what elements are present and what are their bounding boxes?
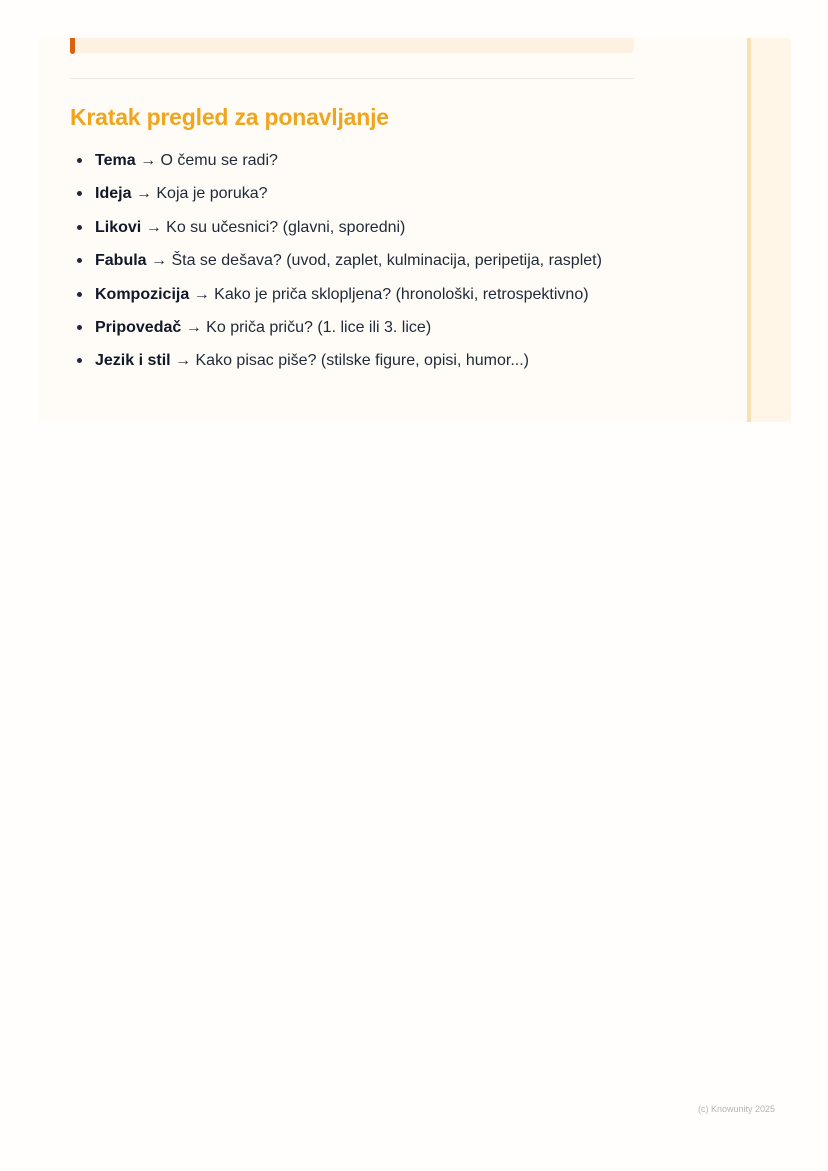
bullet-icon	[77, 358, 82, 363]
section-heading: Kratak pregled za ponavljanje	[70, 104, 389, 130]
review-list	[70, 151, 602, 385]
arrow-icon: →	[193, 285, 210, 303]
bullet-icon	[77, 292, 82, 297]
list-item	[70, 251, 602, 284]
item-text: Šta se dešava? (uvod, zaplet, kulminacija, peripetija, rasplet)	[171, 252, 602, 270]
side-accent-strip	[747, 38, 791, 422]
bullet-icon	[77, 158, 82, 163]
copyright-footer: (c) Knowunity 2025	[697, 1104, 775, 1114]
previous-callout-box	[70, 38, 634, 53]
item-term: Likovi	[95, 218, 142, 236]
list-item	[70, 318, 602, 351]
item-text: Ko priča priču? (1. lice ili 3. lice)	[206, 318, 432, 336]
bullet-icon	[77, 191, 82, 196]
list-item	[70, 285, 602, 318]
list-item	[70, 218, 602, 251]
arrow-icon: →	[185, 318, 202, 336]
item-text: Koja je poruka?	[156, 185, 268, 203]
arrow-icon: →	[140, 152, 157, 169]
arrow-icon: →	[135, 185, 152, 203]
arrow-icon: →	[175, 352, 192, 370]
list-item	[70, 184, 602, 217]
bullet-icon	[77, 325, 82, 330]
item-term: Ideja	[95, 185, 132, 203]
arrow-icon: →	[145, 218, 162, 236]
item-term: Pripovedač	[95, 318, 182, 336]
item-text: O čemu se radi?	[160, 152, 278, 169]
item-term: Kompozicija	[95, 285, 190, 303]
list-item	[70, 351, 602, 384]
item-term: Tema	[95, 152, 136, 169]
item-text: Kako pisac piše? (stilske figure, opisi, humor...)	[195, 352, 529, 370]
arrow-icon: →	[151, 252, 168, 270]
callout-accent-bar	[70, 38, 75, 54]
list-item	[70, 151, 602, 184]
item-text: Ko su učesnici? (glavni, sporedni)	[166, 218, 406, 236]
bullet-icon	[77, 258, 82, 263]
bullet-icon	[77, 225, 82, 230]
item-term: Jezik i stil	[95, 352, 171, 370]
item-term: Fabula	[95, 252, 147, 270]
section-divider	[70, 78, 634, 79]
item-text: Kako je priča sklopljena? (hronološki, retrospektivno)	[214, 285, 589, 303]
